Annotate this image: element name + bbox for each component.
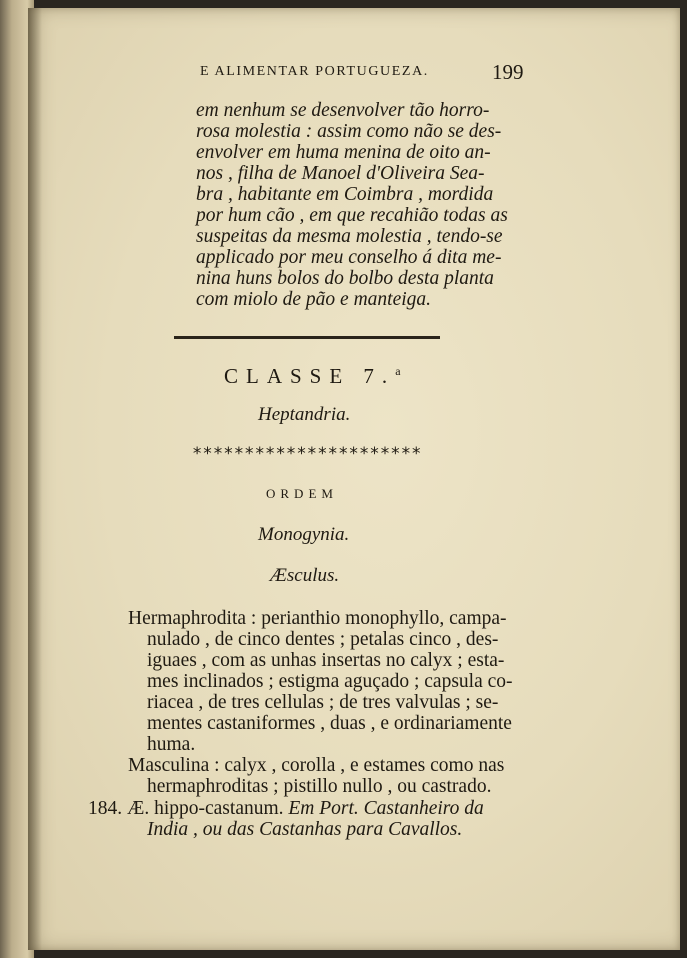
paragraph-line: applicado por meu conselho á dita me-: [196, 247, 502, 268]
class-heading: [224, 364, 401, 389]
order-label: ORDEM: [266, 486, 338, 501]
hermaphrodita-line: huma.: [147, 734, 196, 755]
paragraph-line: por hum cão , em que recahião todas as: [196, 205, 508, 226]
paragraph-line: envolver em huma menina de oito an-: [196, 142, 491, 163]
asterisk-divider: **********************: [192, 444, 422, 464]
class-name: Heptandria.: [258, 404, 351, 425]
masculina-line: Masculina : calyx , corolla , e estames como nas: [128, 755, 505, 776]
paragraph-line: bra , habitante em Coimbra , mordida: [196, 184, 494, 205]
paragraph-line: rosa molestia : assim como não se des-: [196, 121, 502, 142]
paragraph-line: nina huns bolos do bolbo desta planta: [196, 268, 494, 289]
class-heading-superscript: a: [395, 364, 401, 378]
paragraph-line: em nenhum se desenvolver tão horro-: [196, 100, 490, 121]
class-heading-text: CLASSE 7.: [224, 364, 396, 388]
running-head: E ALIMENTAR PORTUGUEZA.: [200, 64, 429, 79]
hermaphrodita-line: mes inclinados ; estigma aguçado ; capsula co-: [147, 671, 513, 692]
horizontal-rule: [174, 336, 440, 339]
genus-name: Æsculus.: [270, 565, 340, 586]
hermaphrodita-line: iguaes , com as unhas insertas no calyx ; esta-: [147, 650, 505, 671]
hermaphrodita-line: riacea , de tres cellulas ; de tres valvulas ; se-: [147, 692, 499, 713]
hermaphrodita-line: nulado , de cinco dentes ; petalas cinco , des-: [147, 629, 499, 650]
species-entry: [88, 798, 484, 819]
paragraph-line: com miolo de pão e manteiga.: [196, 289, 432, 310]
order-name: Monogynia.: [258, 524, 350, 545]
hermaphrodita-line: Hermaphrodita : perianthio monophyllo, campa-: [128, 608, 507, 629]
species-common-name-cont: India , ou das Castanhas para Cavallos.: [147, 819, 463, 840]
masculina-line: hermaphroditas ; pistillo nullo , ou castrado.: [147, 776, 492, 797]
paragraph-line: suspeitas da mesma molestia , tendo-se: [196, 226, 503, 247]
species-common-name: Em Port. Castanheiro da: [288, 798, 484, 819]
species-number: 184.: [88, 798, 123, 819]
paragraph-line: nos , filha de Manoel d'Oliveira Sea-: [196, 163, 485, 184]
page-number: 199: [492, 60, 524, 84]
species-name: Æ. hippo-castanum.: [127, 798, 284, 819]
hermaphrodita-line: mentes castaniformes , duas , e ordinariamente: [147, 713, 512, 734]
page-gutter-shadow: [28, 8, 42, 950]
